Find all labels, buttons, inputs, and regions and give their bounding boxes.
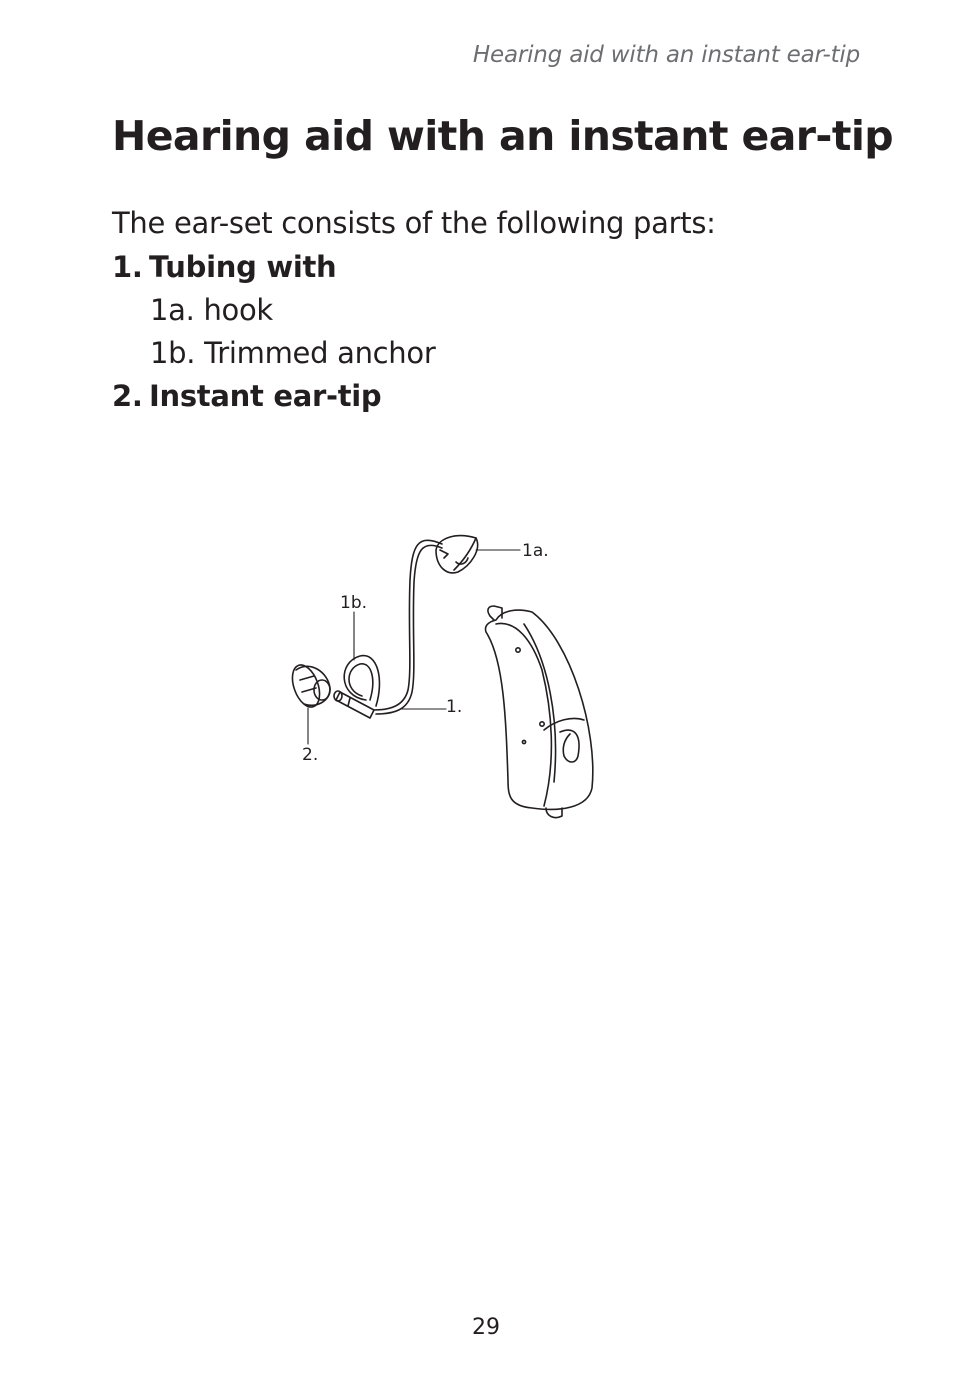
callout-trimmed-anchor: 1b.: [340, 593, 368, 613]
subitem-trimmed-anchor: 1b. Trimmed anchor: [150, 336, 436, 370]
page-title: Hearing aid with an instant ear-tip: [112, 112, 894, 160]
list-label: Instant ear-tip: [149, 379, 382, 413]
subitem-hook: 1a. hook: [150, 293, 273, 327]
list-number: 1.: [112, 250, 143, 284]
ear-tip-drawing: [287, 661, 330, 711]
intro-text: The ear-set consists of the following parts:: [112, 206, 716, 240]
hearing-aid-illustration: [270, 520, 610, 830]
callout-tubing: 1.: [446, 697, 463, 717]
tubing-drawing: [374, 540, 442, 714]
list-label: Tubing with: [149, 250, 337, 284]
hearing-aid-body-drawing: [485, 606, 592, 818]
running-header: Hearing aid with an instant ear-tip: [472, 42, 860, 68]
hook-drawing: [436, 536, 478, 573]
list-item-ear-tip: [112, 379, 381, 413]
page-number: 29: [472, 1315, 500, 1340]
list-number: 2.: [112, 379, 143, 413]
list-item-tubing: [112, 250, 336, 284]
callout-hook: 1a.: [522, 541, 549, 561]
callout-ear-tip: 2.: [302, 745, 319, 765]
